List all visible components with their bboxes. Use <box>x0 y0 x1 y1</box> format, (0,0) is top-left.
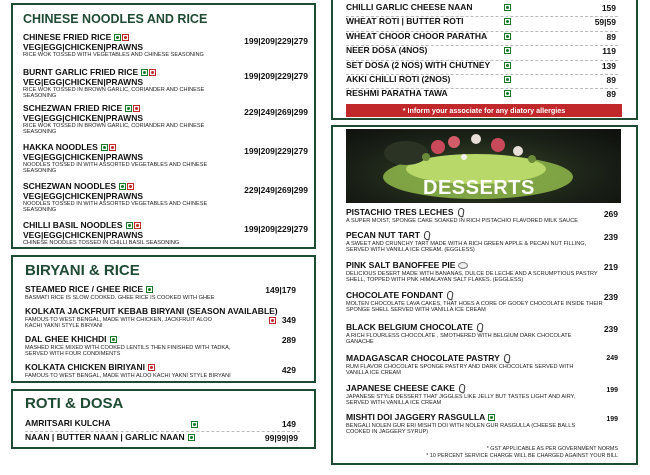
item-description: A SUPER MOIST, SPONGE CAKE SOAKED IN RICH PISTACHIO FLAVORED MILK SAUCE <box>346 217 578 224</box>
item-price: 239 <box>603 232 618 242</box>
menu-item <box>346 208 636 230</box>
item-price: 159 <box>601 3 616 13</box>
footer-notes <box>426 446 618 460</box>
item-price: 89 <box>606 75 616 85</box>
veg-icon <box>125 105 132 112</box>
item-price: 229|249|269|299 <box>244 107 308 117</box>
non-veg-icon <box>109 144 116 151</box>
gst-note: * GST APPLICABLE AS PER GOVERNMENT NORMS <box>486 446 618 452</box>
item-price: 139 <box>601 61 616 71</box>
item-price: 89 <box>606 32 616 42</box>
biryani-section <box>11 255 316 383</box>
item-name: MISHTI DOI JAGGERY RASGULLA <box>346 412 486 422</box>
item-name: DAL GHEE KHICHDI <box>25 334 107 344</box>
item-description: NOODLES TOSSED IN WITH ASSORTED VEGETABLES AND CHINESE SEASONING <box>23 162 208 175</box>
chef-special-icon <box>458 384 465 394</box>
eggless-icon <box>458 262 468 269</box>
item-name: BLACK BELGIUM CHOCOLATE <box>346 322 473 332</box>
menu-item <box>346 17 636 31</box>
item-price: 149 <box>281 419 296 429</box>
breads-section <box>331 0 638 120</box>
item-name: CHOCOLATE FONDANT <box>346 290 444 300</box>
item-description: FAMOUS TO WEST BENGAL, MADE WITH CHICKEN, JACKFRUIT ALOO KACHI YAKNI STYLE BIRYANI <box>25 316 213 329</box>
item-description: MASHED RICE MIXED WITH COOKED LENTILS THEN FINISHED WITH TADKA, SERVED WITH FOUR CONDIMENTS <box>25 344 231 357</box>
item-price: 149|179 <box>265 285 296 295</box>
item-description: DELICIOUS DESERT MADE WITH BANANAS, DULCE DE LECHE AND A SCRUMPTIOUS PASTRY SHELL, TOPPED WITH PNK HIMALAYAN SALT FLAKES. (EGGLESS) <box>346 270 598 283</box>
veg-icon <box>146 286 153 293</box>
item-name: SET DOSA (2 NOS) WITH CHUTNEY <box>346 60 491 70</box>
veg-icon <box>114 34 121 41</box>
item-price: 239 <box>603 324 618 334</box>
roti-section-title: ROTI & DOSA <box>25 395 124 412</box>
non-veg-icon <box>134 222 141 229</box>
item-price: 429 <box>281 365 296 375</box>
item-description: BASMATI RICE IS SLOW COOKED. GHEE RICE IS COOKED WITH GHEE <box>25 294 215 301</box>
menu-item <box>346 323 636 353</box>
item-variants: VEG|EGG|CHICKEN|PRAWNS <box>23 151 144 162</box>
menu-item <box>23 143 314 183</box>
veg-icon <box>101 144 108 151</box>
item-price: 199 <box>606 416 618 423</box>
item-name: RESHMI PARATHA TAWA <box>346 88 448 98</box>
menu-item <box>23 182 314 222</box>
item-name: JAPANESE CHEESE CAKE <box>346 383 455 393</box>
item-price: 89 <box>606 89 616 99</box>
item-description: RICE WOK TOSSED IN BROWN GARLIC, CORIANDER AND CHINESE SEASONING <box>23 87 205 100</box>
item-variants: VEG|EGG|CHICKEN|PRAWNS <box>23 41 144 52</box>
item-name: AKKI CHILLI ROTI (2NOS) <box>346 74 451 84</box>
item-description: BENGALI NOLEN GUR ERI MISHTI DOI WITH NOLEN GUR RASGULLA (CHEESE BALLS COOKED IN JAGGERY SYRUP) <box>346 422 576 435</box>
menu-item <box>346 89 636 103</box>
veg-icon <box>188 434 195 441</box>
veg-icon <box>504 47 511 54</box>
menu-item <box>346 231 636 261</box>
non-veg-icon <box>148 364 155 371</box>
item-price-value: 349 <box>281 315 296 325</box>
item-price: 199|209|229|279 <box>244 71 308 81</box>
allergy-note: * Inform your associate for any diatory allergies <box>402 106 566 115</box>
menu-item <box>346 354 636 384</box>
item-price: 219 <box>603 262 618 272</box>
item-name: AMRITSARI KULCHA <box>25 418 111 428</box>
item-description: CHINESE NOODLES TOSSED IN CHILLI BASIL SEASONING <box>23 240 180 246</box>
item-price: 269 <box>603 209 618 219</box>
menu-item <box>23 221 314 249</box>
item-description: JAPANESE STYLE DESSERT THAT JIGGLES LIKE JELLY BUT TASTES LIGHT AND AIRY, SERVED WITH VANILLA ICE CREAM <box>346 393 576 406</box>
non-veg-icon <box>149 69 156 76</box>
item-description: A RICH FLOURLESS CHOCOLATE , SMOTHERED WITH BELGIUM DARK CHOCOLATE GANACHE <box>346 332 572 345</box>
chef-special-icon <box>446 291 453 301</box>
item-variants: VEG|EGG|CHICKEN|PRAWNS <box>23 112 144 123</box>
veg-icon <box>119 183 126 190</box>
menu-item <box>25 285 314 305</box>
non-veg-icon <box>127 183 134 190</box>
item-name: MADAGASCAR CHOCOLATE PASTRY <box>346 353 500 363</box>
roti-section <box>11 389 316 449</box>
item-name: PISTACHIO TRES LECHES <box>346 207 454 217</box>
item-variants: VEG|EGG|CHICKEN|PRAWNS <box>23 190 144 201</box>
menu-item <box>346 3 636 17</box>
item-name: BURNT GARLIC FRIED RICE <box>23 67 139 77</box>
menu-item <box>25 433 314 445</box>
item-name: HAKKA NOODLES <box>23 142 98 152</box>
item-price: 199|209|229|279 <box>244 36 308 46</box>
item-name: STEAMED RICE / GHEE RICE <box>25 284 144 294</box>
menu-item <box>25 363 314 383</box>
item-name: KOLKATA JACKFRUIT KEBAB BIRYANI (SEASON AVAILABLE) <box>25 306 278 316</box>
item-variants: VEG|EGG|CHICKEN|PRAWNS <box>23 229 144 240</box>
item-description: RUM FLAVOR CHOCOLATE SPONGE PASTRY AND DARK CHOCOLATE SERVED WITH VANILLA ICE CREAM <box>346 363 574 376</box>
item-name: WHEAT ROTI | BUTTER ROTI <box>346 16 464 26</box>
menu-item <box>23 68 314 108</box>
menu-item <box>346 291 636 321</box>
menu-item <box>23 33 314 67</box>
item-price <box>268 315 296 325</box>
item-name: KOLKATA CHICKEN BIRIYANI <box>25 362 145 372</box>
item-price: 199|209|229|279 <box>244 146 308 156</box>
item-price: 199|209|229|279 <box>244 224 308 234</box>
item-description: FAMOUS TO WEST BENGAL, MADE WITH ALOO KACHI YAKNI STYLE BIRYANI <box>25 372 231 379</box>
item-description: RICE WOK TOSSED IN BROWN GARLIC, CORIANDER AND CHINESE SEASONING <box>23 123 205 136</box>
dessert-banner-image <box>346 129 621 203</box>
item-name: NEER DOSA (4NOS) <box>346 45 428 55</box>
item-description: RICE WOK TOSSED WITH VEGETABLES AND CHINESE SEASONING <box>23 52 204 58</box>
non-veg-icon <box>133 105 140 112</box>
item-price: 199 <box>606 387 618 394</box>
item-price: 99|99|99 <box>264 433 298 443</box>
veg-icon <box>504 33 511 40</box>
non-veg-icon <box>122 34 129 41</box>
item-name: CHILLI GARLIC CHEESE NAAN <box>346 2 473 12</box>
item-price: 229|249|269|299 <box>244 185 308 195</box>
menu-item <box>346 261 636 291</box>
chinese-section-title: CHINESE NOODLES AND RICE <box>23 12 208 26</box>
menu-item <box>346 46 636 60</box>
allergy-banner <box>346 104 622 117</box>
item-price: 249 <box>606 355 618 362</box>
menu-item <box>23 104 314 144</box>
item-name: PECAN NUT TART <box>346 230 420 240</box>
chef-special-icon <box>423 231 430 241</box>
veg-icon <box>488 414 495 421</box>
service-charge-note: * 10 PERCENT SERVICE CHARGE WILL BE CHARGED AGAINST YOUR BILL <box>426 453 618 459</box>
veg-icon <box>504 18 511 25</box>
item-name: WHEAT CHOOR CHOOR PARATHA <box>346 31 488 41</box>
item-price: 289 <box>281 335 296 345</box>
item-price: 59|59 <box>594 17 616 27</box>
item-price: 119 <box>602 46 616 56</box>
chef-special-icon <box>457 208 464 218</box>
veg-icon <box>504 4 511 11</box>
menu-item <box>346 413 636 439</box>
veg-icon <box>126 222 133 229</box>
item-name: SCHEZWAN NOODLES <box>23 181 117 191</box>
menu-item <box>25 307 314 337</box>
non-veg-icon <box>269 317 276 324</box>
menu-item <box>25 419 314 431</box>
item-name: CHILLI BASIL NOODLES <box>23 220 123 230</box>
veg-icon <box>110 336 117 343</box>
item-name: CHINESE FRIED RICE <box>23 32 112 42</box>
item-price: 239 <box>603 292 618 302</box>
veg-icon <box>504 90 511 97</box>
item-description: MOLTEN CHOCOLATE LAVA CAKES, THAT HOES A CORE OF GOOEY CHOCOLATE INSIDE THEIR SPONGE SHELL SERVED WITH VANILLA ICE CREAM <box>346 300 603 313</box>
item-name: NAAN | BUTTER NAAN | GARLIC NAAN <box>25 432 185 442</box>
veg-icon <box>504 76 511 83</box>
menu-item <box>25 335 314 361</box>
menu-item <box>346 384 636 412</box>
desserts-section <box>331 125 638 465</box>
item-variants: VEG|EGG|CHICKEN|PRAWNS <box>23 76 144 87</box>
item-description: NOODLES TOSSED IN WITH ASSORTED VEGETABLES AND CHINESE SEASONING <box>23 201 208 214</box>
biryani-section-title: BIRYANI & RICE <box>25 262 140 279</box>
menu-item <box>346 61 636 75</box>
item-description: A SWEET AND CRUNCHY TART MADE WITH A RICH GREEN APPLE & PECAN NUT FILLING, SERVED WITH VANILLA ICE CREAM. (EGGLESS) <box>346 240 587 253</box>
item-name: PINK SALT BANOFFEE PIE <box>346 260 456 270</box>
chef-special-icon <box>503 354 510 364</box>
menu-item <box>346 75 636 89</box>
item-name: SCHEZWAN FRIED RICE <box>23 103 123 113</box>
chef-special-icon <box>476 323 483 333</box>
desserts-banner-title: DESSERTS <box>423 177 535 199</box>
veg-icon <box>191 421 198 428</box>
chinese-section <box>11 3 316 249</box>
veg-icon <box>141 69 148 76</box>
veg-icon <box>504 62 511 69</box>
menu-item <box>346 32 636 46</box>
